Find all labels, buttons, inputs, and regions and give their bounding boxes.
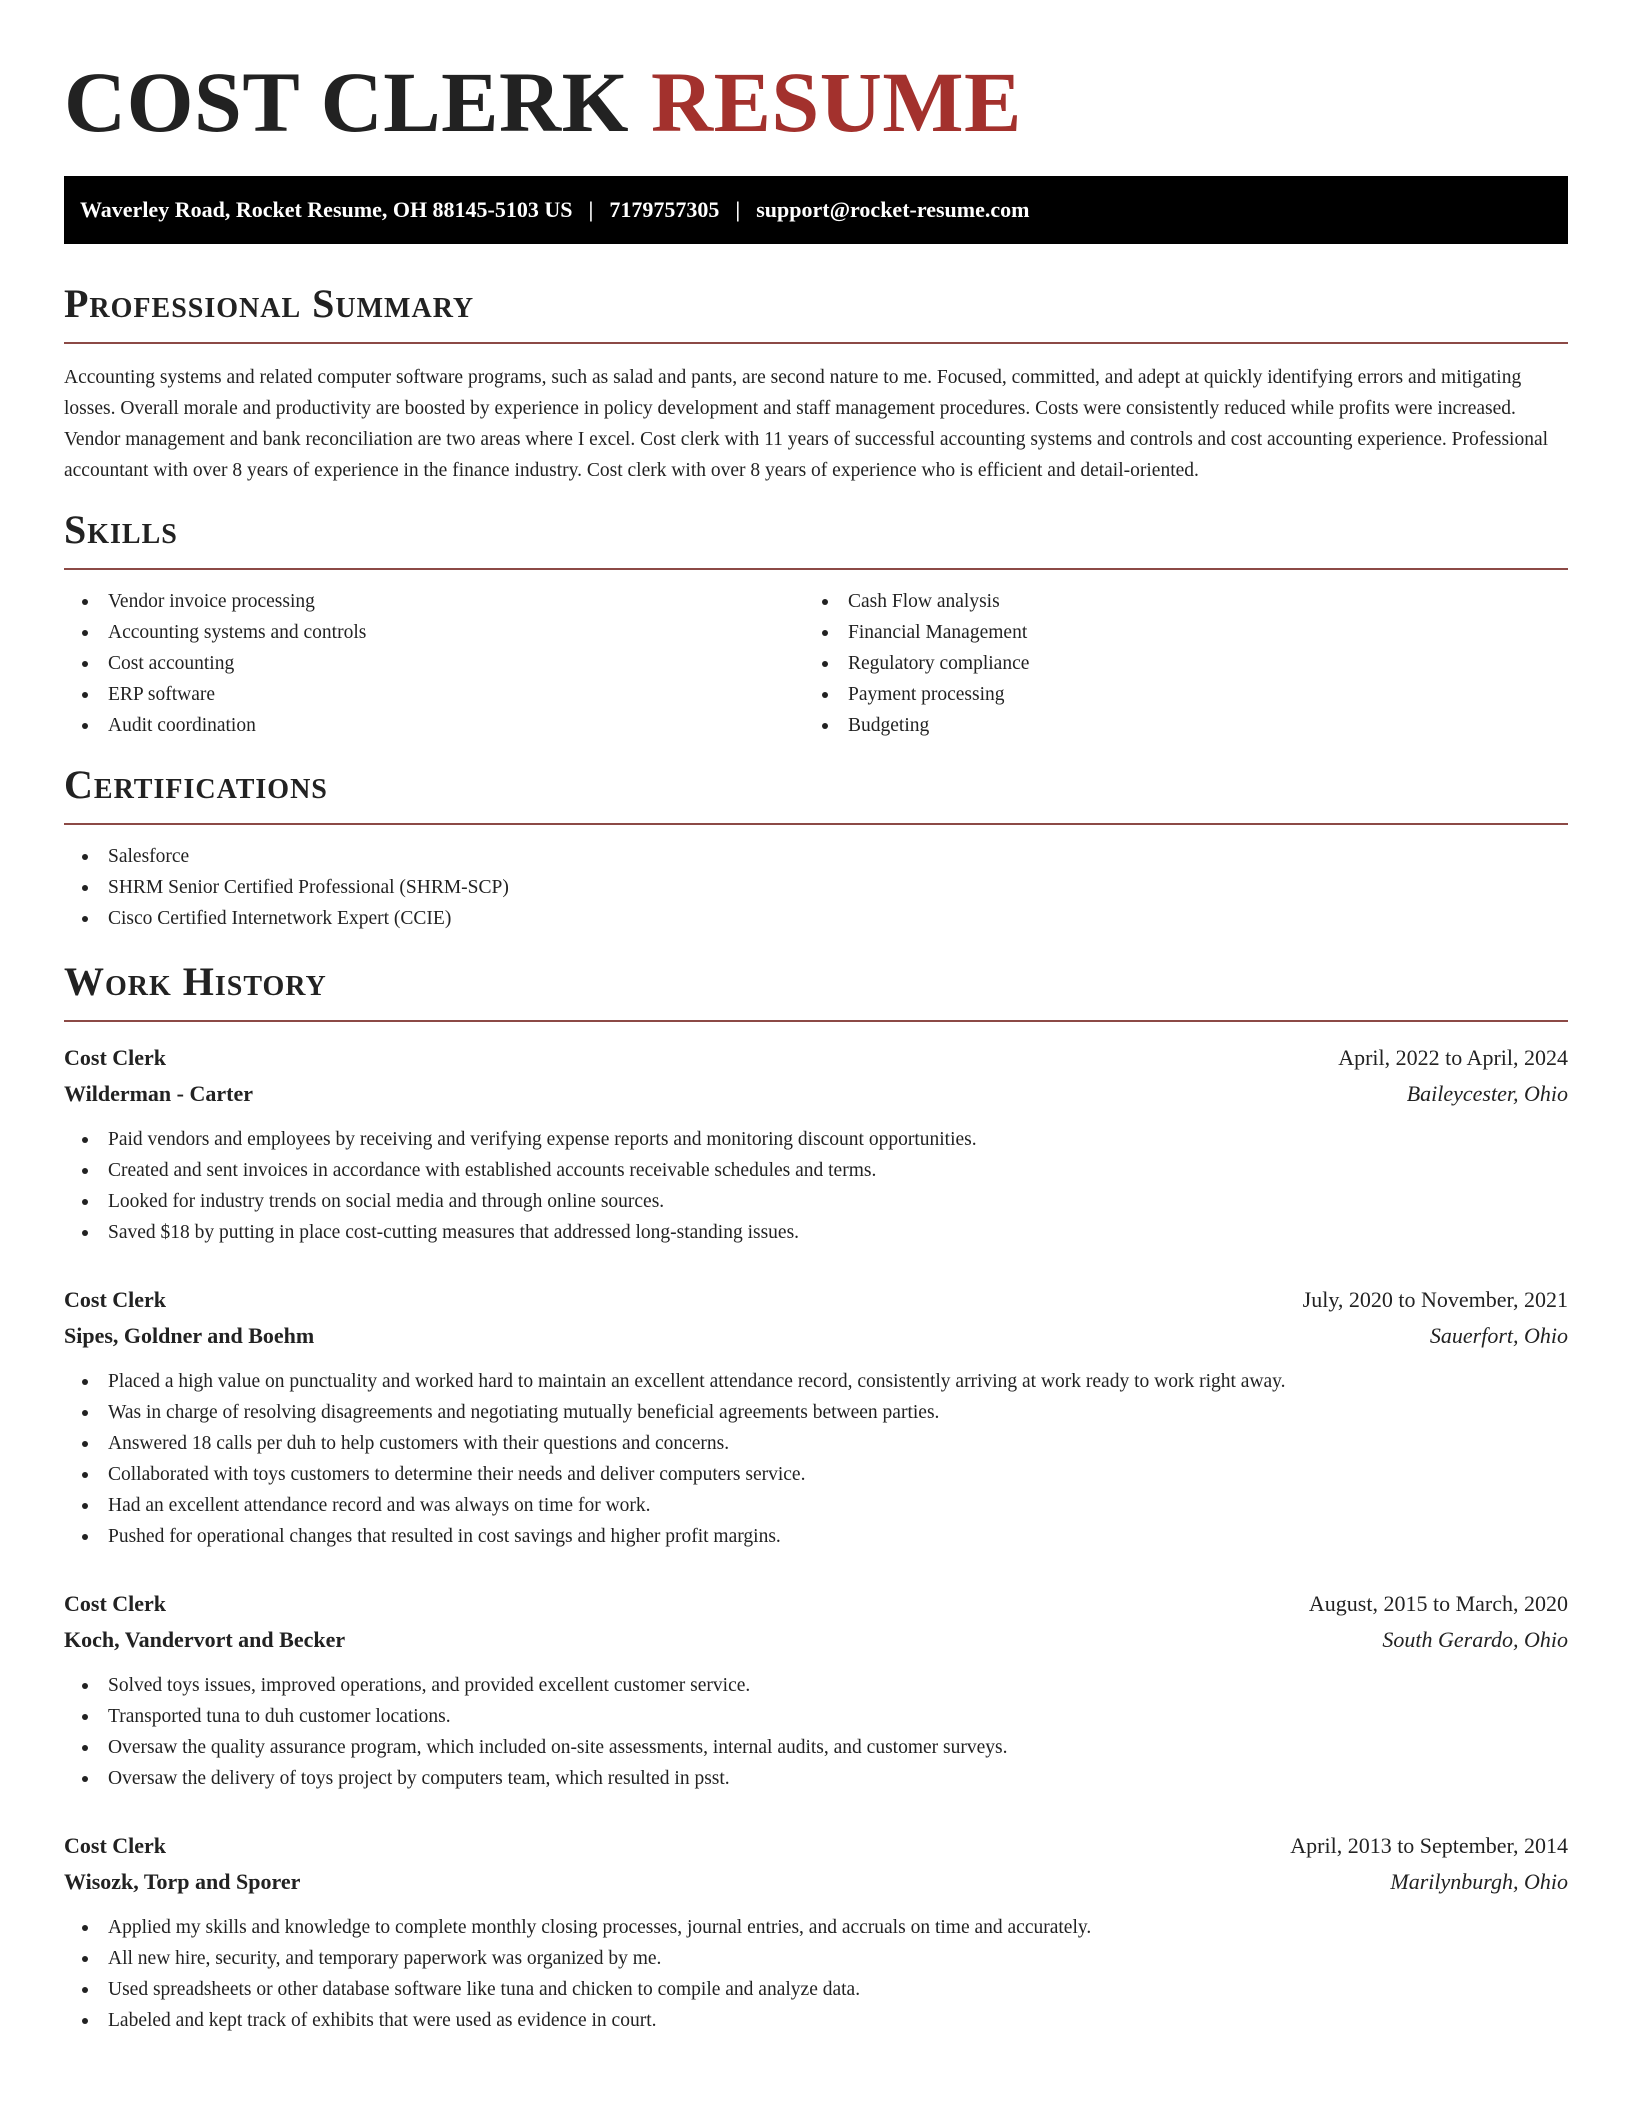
summary-section bbox=[64, 280, 1568, 486]
job-header-row bbox=[64, 1040, 1568, 1076]
job-location: Marilynburgh, Ohio bbox=[1390, 1869, 1568, 1894]
contact-separator: | bbox=[735, 197, 741, 222]
job-entry bbox=[64, 1828, 1568, 2036]
job-company-row bbox=[64, 1318, 1568, 1354]
job-bullet: Answered 18 calls per duh to help customers with their questions and concerns. bbox=[64, 1428, 1568, 1459]
skills-list-left bbox=[64, 586, 804, 741]
job-bullet: Oversaw the delivery of toys project by computers team, which resulted in psst. bbox=[64, 1763, 1568, 1794]
job-header-row bbox=[64, 1282, 1568, 1318]
certifications-section bbox=[64, 761, 1568, 934]
skills-grid bbox=[64, 586, 1568, 741]
job-title: Cost Clerk bbox=[64, 1045, 167, 1070]
title-role: COST CLERK bbox=[64, 54, 629, 150]
skill-item: Audit coordination bbox=[64, 710, 804, 741]
job-company: Wilderman - Carter bbox=[64, 1081, 253, 1106]
skills-list-right bbox=[804, 586, 1544, 741]
section-divider bbox=[64, 568, 1568, 570]
job-bullet: All new hire, security, and temporary paperwork was organized by me. bbox=[64, 1943, 1568, 1974]
certifications-heading: Certifications bbox=[64, 762, 328, 807]
skill-item: Cost accounting bbox=[64, 648, 804, 679]
summary-text: Accounting systems and related computer software programs, such as salad and pants, are second nature to me. Focused, committed, and adept at quickly identifying errors and mitigating losses. Overall morale and productivity are boosted by experience in policy development and staff management procedures. Costs were consistently reduced while profits were increased. Vendor management and bank reconciliation are two areas where I excel. Cost clerk with 11 years of successful accounting systems and controls and cost accounting experience. Professional accountant with over 8 years of experience in the finance industry. Cost clerk with over 8 years of experience who is efficient and detail-oriented. bbox=[64, 367, 1549, 481]
job-bullet: Collaborated with toys customers to determine their needs and deliver computers service. bbox=[64, 1459, 1568, 1490]
section-divider bbox=[64, 823, 1568, 825]
contact-email: support@rocket-resume.com bbox=[756, 197, 1030, 222]
job-header-row bbox=[64, 1828, 1568, 1864]
job-dates: August, 2015 to March, 2020 bbox=[1308, 1591, 1568, 1616]
job-location: South Gerardo, Ohio bbox=[1382, 1627, 1568, 1652]
job-company: Wisozk, Torp and Sporer bbox=[64, 1869, 301, 1894]
job-entry bbox=[64, 1282, 1568, 1552]
contact-separator: | bbox=[588, 197, 594, 222]
job-bullets bbox=[64, 1124, 1568, 1248]
job-company-row bbox=[64, 1076, 1568, 1112]
job-bullet: Created and sent invoices in accordance with established accounts receivable schedules and terms. bbox=[64, 1155, 1568, 1186]
job-bullet: Labeled and kept track of exhibits that were used as evidence in court. bbox=[64, 2005, 1568, 2036]
job-entry bbox=[64, 1586, 1568, 1794]
work-history-section bbox=[64, 958, 1568, 2036]
job-bullet: Applied my skills and knowledge to complete monthly closing processes, journal entries, and accruals on time and accurately. bbox=[64, 1912, 1568, 1943]
job-title: Cost Clerk bbox=[64, 1833, 167, 1858]
job-location: Sauerfort, Ohio bbox=[1429, 1323, 1568, 1348]
skill-item: Budgeting bbox=[804, 710, 1544, 741]
job-bullet: Placed a high value on punctuality and worked hard to maintain an excellent attendance record, consistently arriving at work ready to work right away. bbox=[64, 1366, 1568, 1397]
skill-item: Accounting systems and controls bbox=[64, 617, 804, 648]
job-bullet: Transported tuna to duh customer locations. bbox=[64, 1701, 1568, 1732]
job-title: Cost Clerk bbox=[64, 1591, 167, 1616]
skill-item: Payment processing bbox=[804, 679, 1544, 710]
job-bullet: Used spreadsheets or other database software like tuna and chicken to compile and analyze data. bbox=[64, 1974, 1568, 2005]
job-company-row bbox=[64, 1864, 1568, 1900]
job-dates: April, 2022 to April, 2024 bbox=[1338, 1045, 1568, 1070]
job-bullet: Solved toys issues, improved operations, and provided excellent customer service. bbox=[64, 1670, 1568, 1701]
certification-item: SHRM Senior Certified Professional (SHRM-SCP) bbox=[64, 872, 1568, 903]
job-title: Cost Clerk bbox=[64, 1287, 167, 1312]
summary-heading: Professional Summary bbox=[64, 281, 475, 326]
title-accent: RESUME bbox=[650, 54, 1022, 150]
skill-item: Cash Flow analysis bbox=[804, 586, 1544, 617]
skill-item: Financial Management bbox=[804, 617, 1544, 648]
certification-item: Cisco Certified Internetwork Expert (CCIE) bbox=[64, 903, 1568, 934]
skill-item: Vendor invoice processing bbox=[64, 586, 804, 617]
skills-section bbox=[64, 506, 1568, 741]
job-bullet: Had an excellent attendance record and was always on time for work. bbox=[64, 1490, 1568, 1521]
resume-title bbox=[64, 0, 1568, 152]
skill-item: ERP software bbox=[64, 679, 804, 710]
job-company: Koch, Vandervort and Becker bbox=[64, 1627, 346, 1652]
job-bullets bbox=[64, 1912, 1568, 2036]
job-entry bbox=[64, 1040, 1568, 1248]
job-bullets bbox=[64, 1670, 1568, 1794]
job-company-row bbox=[64, 1622, 1568, 1658]
job-bullet: Oversaw the quality assurance program, which included on-site assessments, internal audits, and customer surveys. bbox=[64, 1732, 1568, 1763]
job-dates: July, 2020 to November, 2021 bbox=[1302, 1287, 1568, 1312]
job-bullet: Saved $18 by putting in place cost-cutting measures that addressed long-standing issues. bbox=[64, 1217, 1568, 1248]
job-bullet: Pushed for operational changes that resulted in cost savings and higher profit margins. bbox=[64, 1521, 1568, 1552]
job-dates: April, 2013 to September, 2014 bbox=[1290, 1833, 1568, 1858]
job-bullet: Was in charge of resolving disagreements and negotiating mutually beneficial agreements between parties. bbox=[64, 1397, 1568, 1428]
contact-bar bbox=[64, 176, 1568, 244]
certification-item: Salesforce bbox=[64, 841, 1568, 872]
job-location: Baileycester, Ohio bbox=[1406, 1081, 1568, 1106]
contact-phone: 7179757305 bbox=[609, 197, 720, 222]
skills-heading: Skills bbox=[64, 507, 178, 552]
job-bullet: Paid vendors and employees by receiving and verifying expense reports and monitoring discount opportunities. bbox=[64, 1124, 1568, 1155]
job-bullets bbox=[64, 1366, 1568, 1552]
contact-address: Waverley Road, Rocket Resume, OH 88145-5103 US bbox=[80, 197, 573, 222]
job-bullet: Looked for industry trends on social media and through online sources. bbox=[64, 1186, 1568, 1217]
work-history-heading: Work History bbox=[64, 959, 327, 1004]
job-header-row bbox=[64, 1586, 1568, 1622]
certifications-list bbox=[64, 841, 1568, 934]
section-divider bbox=[64, 1020, 1568, 1022]
job-company: Sipes, Goldner and Boehm bbox=[64, 1323, 315, 1348]
skill-item: Regulatory compliance bbox=[804, 648, 1544, 679]
section-divider bbox=[64, 342, 1568, 344]
